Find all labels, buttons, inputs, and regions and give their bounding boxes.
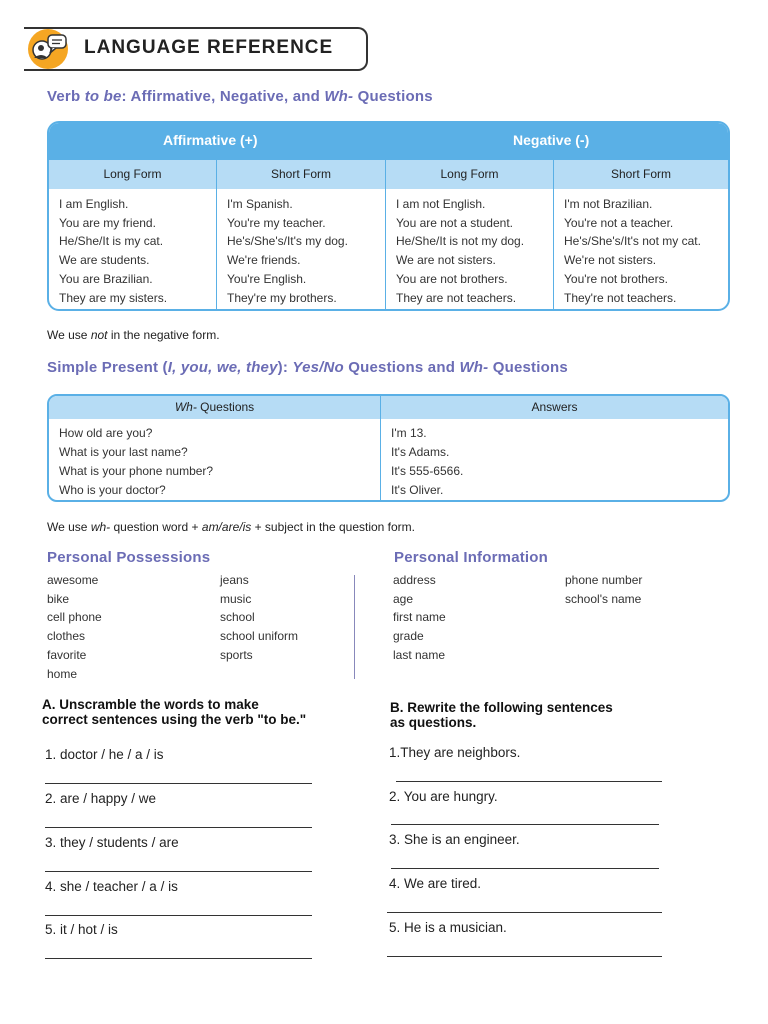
information-list-2 bbox=[565, 571, 642, 608]
answer-line[interactable] bbox=[391, 868, 659, 869]
answer-line[interactable] bbox=[387, 956, 662, 957]
table-cell: I'm not Brazilian. bbox=[564, 197, 653, 211]
exercise-b-item: 3. She is an engineer. bbox=[389, 832, 520, 847]
list-item: school uniform bbox=[220, 629, 299, 644]
table-cell: What is your last name? bbox=[59, 445, 188, 459]
table-cell: You are Brazilian. bbox=[59, 271, 153, 286]
table-cell: Who is your doctor? bbox=[59, 483, 166, 497]
exercise-b-item: 2. You are hungry. bbox=[389, 789, 498, 804]
possessions-list-1 bbox=[47, 571, 102, 683]
exercise-b-item: 4. We are tired. bbox=[389, 876, 482, 891]
verb-to-be-table bbox=[47, 121, 730, 311]
answer-line[interactable] bbox=[45, 871, 312, 872]
table-cell: You're my teacher. bbox=[227, 215, 326, 230]
table-cell: It's Oliver. bbox=[391, 483, 444, 497]
exercise-b-title-line: B. Rewrite the following sentences bbox=[390, 700, 613, 715]
table-cell: You're not a teacher. bbox=[564, 215, 674, 230]
neg-long-column bbox=[386, 189, 554, 309]
list-item: bike bbox=[47, 591, 70, 606]
table-cell: We're not sisters. bbox=[564, 253, 657, 268]
personal-information-title: Personal Information bbox=[394, 549, 549, 566]
list-item: awesome bbox=[47, 573, 99, 587]
exercise-b-item: 1.They are neighbors. bbox=[389, 745, 521, 760]
exercise-a-item: 4. she / teacher / a / is bbox=[45, 879, 178, 894]
possessions-list-2 bbox=[220, 571, 298, 665]
list-item: grade bbox=[393, 629, 424, 644]
affirmative-header: Affirmative (+) bbox=[163, 132, 258, 148]
exercise-b-item: 5. He is a musician. bbox=[389, 920, 507, 935]
answer-line[interactable] bbox=[387, 912, 662, 913]
table-cell: It's Adams. bbox=[391, 445, 450, 459]
answer-line[interactable] bbox=[45, 827, 312, 828]
list-item: clothes bbox=[47, 629, 86, 644]
table-body bbox=[49, 419, 728, 500]
negative-form-note: We use not in the negative form. bbox=[47, 328, 220, 342]
list-item: home bbox=[47, 666, 78, 681]
exercise-a-item: 3. they / students / are bbox=[45, 835, 179, 850]
column-header-questions: Wh- Questions bbox=[49, 396, 381, 419]
negative-header: Negative (-) bbox=[513, 132, 590, 148]
section-title-verb-to-be: Verb to be: Affirmative, Negative, and Wh- Questions bbox=[47, 88, 433, 105]
answer-line[interactable] bbox=[396, 781, 662, 782]
question-form-note: We use wh- question word + am/are/is + subject in the question form. bbox=[47, 520, 416, 534]
column-header: Long Form bbox=[49, 160, 217, 189]
table-cell: He/She/It is not my dog. bbox=[396, 234, 525, 249]
table-column-headers bbox=[49, 396, 728, 419]
exercise-b-title bbox=[390, 700, 613, 730]
list-item: favorite bbox=[47, 647, 87, 662]
speech-bubble-icon bbox=[24, 27, 76, 79]
questions-column bbox=[49, 419, 381, 500]
table-cell: I am not English. bbox=[396, 197, 486, 211]
table-body bbox=[49, 189, 728, 309]
exercise-a-title-line: A. Unscramble the words to make bbox=[42, 697, 259, 712]
table-cell: You're English. bbox=[227, 271, 307, 286]
list-item: sports bbox=[220, 647, 253, 662]
column-header: Short Form bbox=[610, 167, 671, 181]
list-item: school bbox=[220, 610, 255, 625]
exercise-a-title bbox=[42, 697, 306, 727]
table-cell: He/She/It is my cat. bbox=[59, 234, 164, 249]
table-cell: You're not brothers. bbox=[564, 271, 668, 286]
answers-column bbox=[381, 419, 728, 500]
list-item: phone number bbox=[565, 573, 643, 587]
table-cell: They're my brothers. bbox=[227, 290, 337, 305]
wh-questions-table bbox=[47, 394, 730, 502]
exercise-a-item: 2. are / happy / we bbox=[45, 791, 157, 806]
table-cell: We are not sisters. bbox=[396, 253, 496, 268]
table-cell: What is your phone number? bbox=[59, 464, 214, 478]
list-item: jeans bbox=[220, 573, 249, 587]
section-title-simple-present: Simple Present (I, you, we, they): Yes/No Questions and Wh- Questions bbox=[47, 359, 568, 376]
table-cell: You are not a student. bbox=[396, 215, 513, 230]
list-item: age bbox=[393, 591, 414, 606]
answer-line[interactable] bbox=[391, 824, 659, 825]
table-cell: We are students. bbox=[59, 253, 150, 268]
table-cell: We're friends. bbox=[227, 253, 301, 268]
answer-line[interactable] bbox=[45, 915, 312, 916]
list-item: school's name bbox=[565, 591, 642, 606]
table-cell: He's/She's/It's my dog. bbox=[227, 234, 348, 249]
answer-line[interactable] bbox=[45, 958, 312, 959]
personal-possessions-title: Personal Possessions bbox=[47, 549, 211, 566]
divider bbox=[354, 575, 355, 679]
table-cell: They're not teachers. bbox=[564, 290, 677, 305]
column-header-answers: Answers bbox=[531, 400, 578, 414]
table-cell: I'm Spanish. bbox=[227, 197, 293, 211]
exercise-b-title-line: as questions. bbox=[390, 715, 477, 730]
table-column-headers bbox=[49, 160, 728, 189]
table-group-header bbox=[49, 123, 728, 160]
list-item: cell phone bbox=[47, 610, 102, 625]
table-cell: How old are you? bbox=[59, 426, 153, 440]
list-item: last name bbox=[393, 647, 446, 662]
page-title: LANGUAGE REFERENCE bbox=[84, 37, 334, 58]
column-header: Short Form bbox=[217, 160, 386, 189]
table-cell: He's/She's/It's not my cat. bbox=[564, 234, 701, 249]
exercise-a-item: 5. it / hot / is bbox=[45, 922, 118, 937]
table-cell: It's 555-6566. bbox=[391, 464, 464, 478]
list-item: music bbox=[220, 591, 252, 606]
information-list-1 bbox=[393, 571, 446, 665]
table-cell: You are my friend. bbox=[59, 215, 156, 230]
table-cell: I'm 13. bbox=[391, 426, 427, 440]
exercise-a-item: 1. doctor / he / a / is bbox=[45, 747, 164, 762]
answer-line[interactable] bbox=[45, 783, 312, 784]
aff-long-column bbox=[49, 189, 217, 309]
aff-short-column bbox=[217, 189, 386, 309]
table-cell: You are not brothers. bbox=[396, 271, 508, 286]
table-cell: They are not teachers. bbox=[396, 290, 517, 305]
list-item: first name bbox=[393, 610, 446, 625]
list-item: address bbox=[393, 573, 436, 587]
table-cell: They are my sisters. bbox=[59, 290, 168, 305]
exercise-a-title-line: correct sentences using the verb "to be." bbox=[42, 712, 307, 727]
table-cell: I am English. bbox=[59, 197, 129, 211]
column-header: Long Form bbox=[386, 160, 554, 189]
neg-short-column bbox=[554, 189, 728, 309]
